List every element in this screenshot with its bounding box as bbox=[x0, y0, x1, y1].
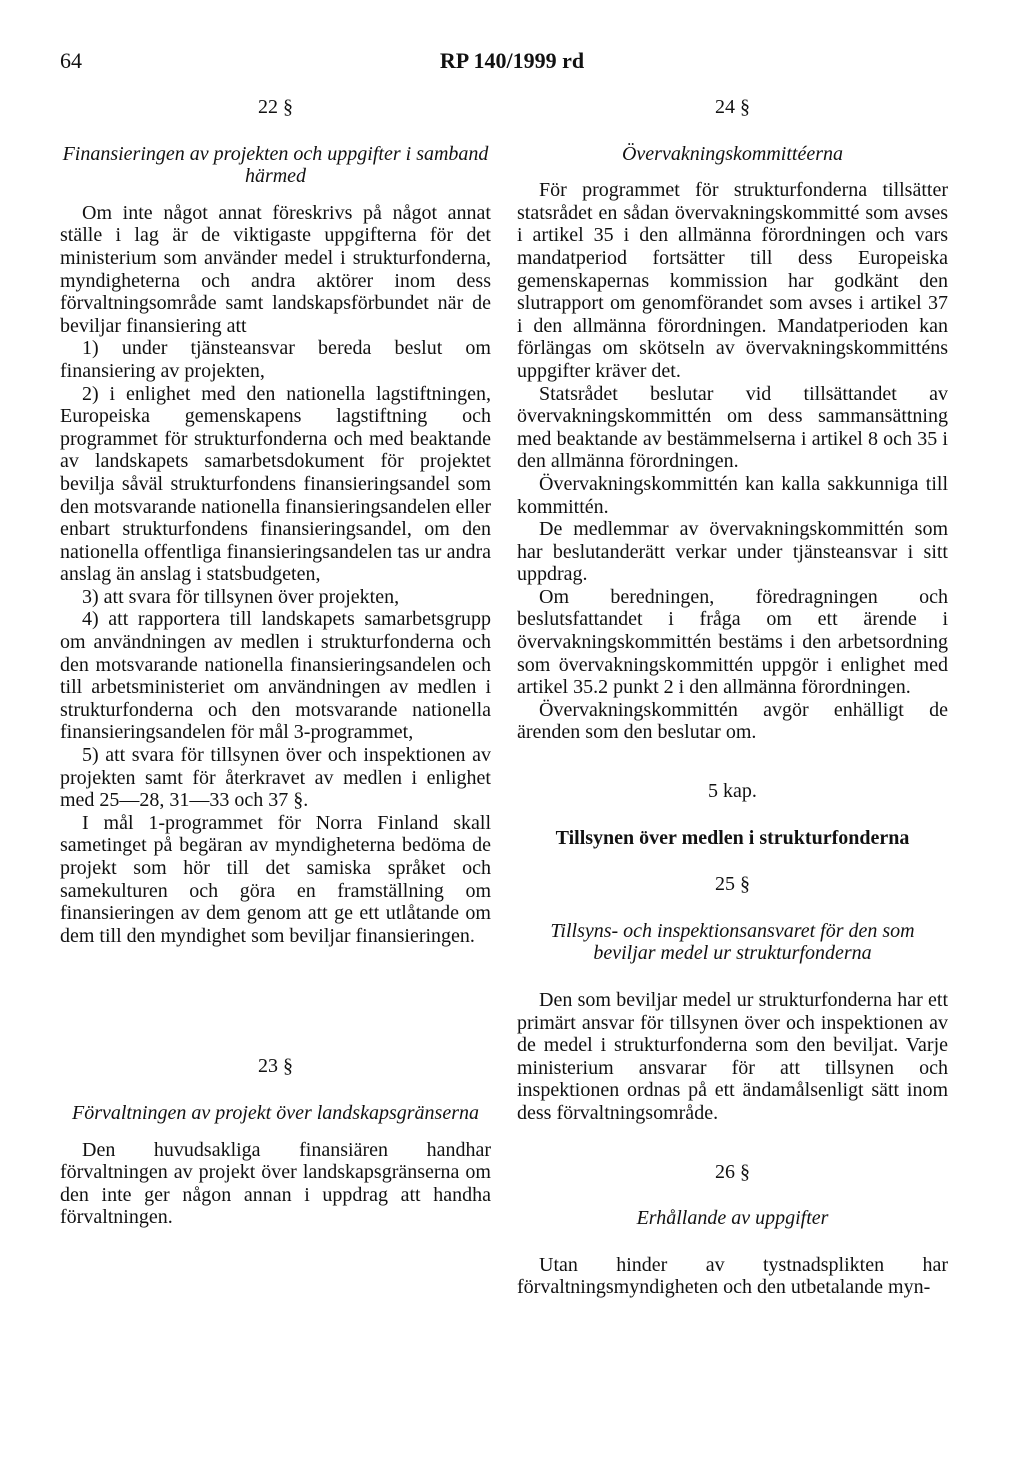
section-title-23: Förvaltningen av projekt över landskapsgränserna bbox=[72, 1101, 479, 1124]
section-number-23: 23 § bbox=[258, 1055, 293, 1078]
right-column bbox=[517, 96, 948, 1299]
section-22-intro: Om inte något annat föreskrivs på något annat ställe i lag är de viktigaste uppgifterna för det ministerium som använder medel i strukturfonderna, myndigheterna och andra aktörer inom dess förvaltningsområde samt landskapsförbundet när de beviljar finansiering att bbox=[60, 201, 491, 337]
list-item: 3) att svara för tillsynen över projekten, bbox=[82, 585, 400, 608]
list-item: 4) att rapportera till landskapets samarbetsgrupp om användningen av medlen i strukturfonderna och den motsvarande nationella finansieringsandelen och till arbetsministeriet om användningen av medlen i strukturfonderna och den motsvarande nationella finansieringsandelen för mål 3-programmet, bbox=[60, 608, 491, 744]
section-24-paragraph: Om beredningen, föredragningen och beslutsfattandet i fråga om ett ärende i övervakningskommittén bestäms i den arbetsordning som övervakningskommittén uppgör i enlighet med artikel 35.2 punkt 2 i den allmänna förordningen. bbox=[517, 585, 948, 699]
section-24-paragraph: Övervakningskommittén avgör enhälligt de ärenden som den beslutar om. bbox=[517, 698, 948, 744]
section-23-text: Den huvudsakliga finansiären handhar förvaltningen av projekt över landskapsgränserna om den inte ger någon annan i uppdrag att handha förvaltningen. bbox=[60, 1138, 491, 1229]
left-column bbox=[60, 96, 491, 1229]
document-id: RP 140/1999 rd bbox=[439, 48, 585, 73]
section-title-25: Tillsyns- och inspektionsansvaret för den som beviljar medel ur strukturfonderna bbox=[550, 919, 915, 965]
section-title-26: Erhållande av uppgifter bbox=[636, 1207, 829, 1230]
chapter-title: Tillsynen över medlen i strukturfonderna bbox=[555, 826, 910, 849]
page-header bbox=[60, 48, 964, 78]
section-24-paragraph: De medlemmar av övervakningskommittén som har beslutanderätt verkar under tjänsteansvar i sitt uppdrag. bbox=[517, 518, 948, 586]
list-item: 5) att svara för tillsynen över och inspektionen av projekten samt för återkravet av medlen i enlighet med 25—28, 31—33 och 37 §. bbox=[60, 744, 491, 812]
section-22-closing: I mål 1-programmet för Norra Finland skall sametinget på begäran av myndigheterna bedöma de projekt som hör till det samiska språket och samekulturen och göra en framställning om finansieringen av dem genom att ge ett utlåtande om dem till den myndighet som beviljar finansieringen. bbox=[60, 811, 491, 947]
section-number-22: 22 § bbox=[258, 96, 293, 118]
section-24-paragraph: Statsrådet beslutar vid tillsättandet av övervakningskommittén om dess sammansättning med beaktande av bestämmelserna i artikel 8 och 35 i den allmänna förordningen. bbox=[517, 382, 948, 473]
chapter-number: 5 kap. bbox=[708, 780, 757, 803]
list-item: 1) under tjänsteansvar bereda beslut om finansiering av projekten, bbox=[60, 337, 491, 382]
section-title-22: Finansieringen av projekten och uppgifter i samband härmed bbox=[62, 142, 489, 188]
section-24-paragraph: Övervakningskommittén kan kalla sakkunniga till kommittén. bbox=[517, 472, 948, 518]
section-25-text: Den som beviljar medel ur strukturfonderna har ett primärt ansvar för tillsynen över och inspektionen av de medel i strukturfonderna som den beviljat. Varje ministerium ansvarar för att tillsynen och inspektionen ordnas på ett ändamålsenligt sätt inom dess förvaltningsområde. bbox=[517, 989, 948, 1124]
section-number-24: 24 § bbox=[715, 96, 750, 118]
list-item: 2) i enlighet med den nationella lagstiftningen, Europeiska gemenskapens lagstiftning och programmet för strukturfonderna och med beaktande av landskapets samarbetsdokument för projektet bevilja såväl strukturfondens finansieringsandel som den motsvarande nationella finansieringsandelen eller enbart strukturfondens finansieringsandel, om den nationella offentliga finansieringsandelen tas ur andra anslag än anslag i statsbudgeten, bbox=[60, 382, 491, 586]
section-number-25: 25 § bbox=[715, 873, 750, 896]
page-number: 64 bbox=[60, 48, 82, 73]
section-number-26: 26 § bbox=[715, 1160, 750, 1183]
section-26-text: Utan hinder av tystnadsplikten har förvaltningsmyndigheten och den utbetalande myn- bbox=[517, 1253, 948, 1299]
section-24-paragraph: För programmet för strukturfonderna tillsätter statsrådet en sådan övervakningskommitté som avses i artikel 35 i den allmänna förordningen och vars mandatperiod fortsätter till dess Europeiska gemenskapernas kommission har godkänt den slutrapport om genomförandet som avses i artikel 37 i den allmänna förordningen. Mandatperioden kan förlängas om skötseln av övervakningskommitténs uppgifter kräver det. bbox=[517, 179, 948, 382]
section-title-24: Övervakningskommittéerna bbox=[621, 142, 844, 165]
